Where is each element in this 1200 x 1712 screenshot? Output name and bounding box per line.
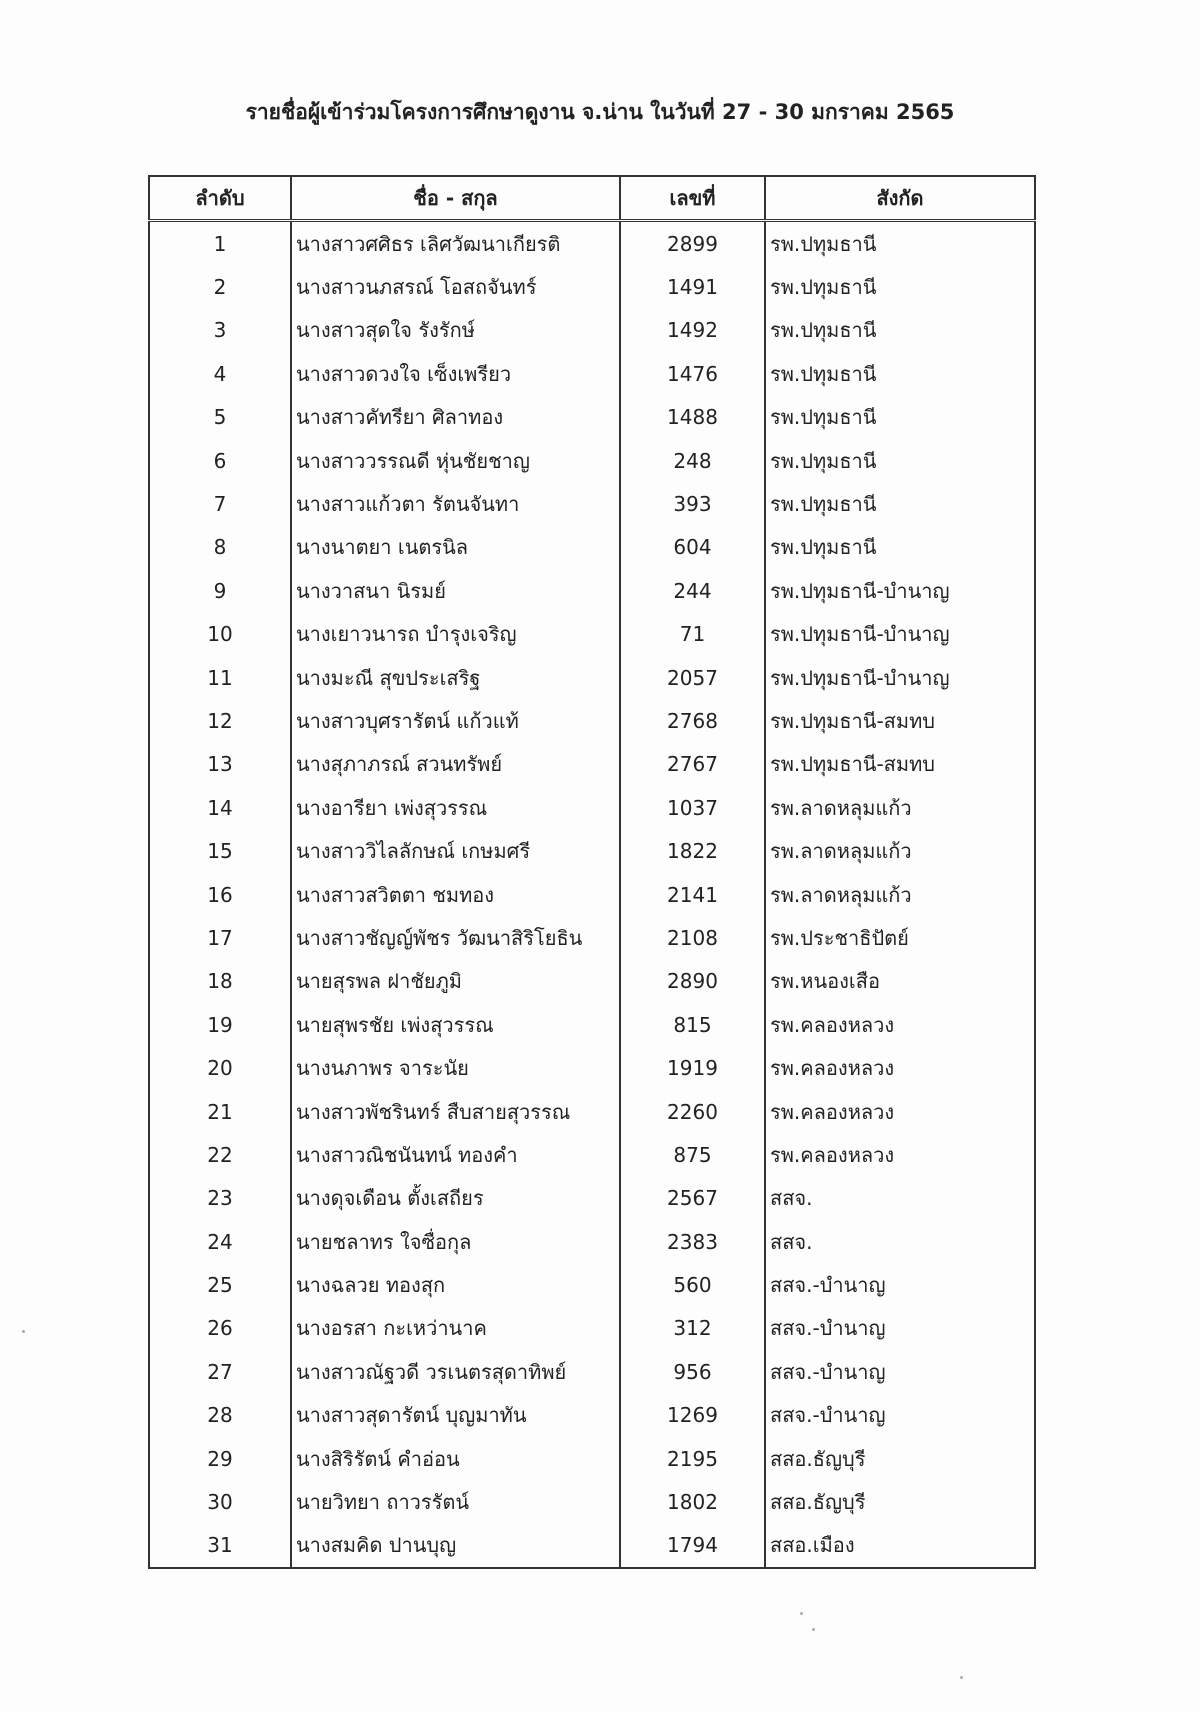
row-member-number: 1037 <box>620 786 765 829</box>
row-member-number: 1476 <box>620 352 765 395</box>
table-row <box>149 482 1035 525</box>
row-number: 2 <box>149 265 291 308</box>
scan-speck <box>800 1612 803 1615</box>
table-row <box>149 786 1035 829</box>
table-row <box>149 526 1035 569</box>
row-member-number: 248 <box>620 439 765 482</box>
row-number: 22 <box>149 1133 291 1176</box>
row-affiliation: รพ.ปทุมธานี-บำนาญ <box>765 569 1035 612</box>
table-row <box>149 1524 1035 1568</box>
row-name: นางนภาพร จาระนัย <box>291 1046 620 1089</box>
row-name: นางสาวดวงใจ เซ็งเพรียว <box>291 352 620 395</box>
row-member-number: 1822 <box>620 829 765 872</box>
row-number: 7 <box>149 482 291 525</box>
row-member-number: 2890 <box>620 960 765 1003</box>
row-number: 14 <box>149 786 291 829</box>
table-row <box>149 1177 1035 1220</box>
table-header-row <box>149 176 1035 221</box>
row-member-number: 1488 <box>620 396 765 439</box>
row-name: นางสาวบุศรารัตน์ แก้วแท้ <box>291 699 620 742</box>
row-affiliation: รพ.ปทุมธานี <box>765 309 1035 352</box>
row-number: 25 <box>149 1263 291 1306</box>
row-member-number: 2141 <box>620 873 765 916</box>
table-row <box>149 1350 1035 1393</box>
row-number: 23 <box>149 1177 291 1220</box>
row-affiliation: รพ.คลองหลวง <box>765 1003 1035 1046</box>
row-affiliation: สสจ. <box>765 1220 1035 1263</box>
row-affiliation: รพ.ปทุมธานี-บำนาญ <box>765 656 1035 699</box>
row-affiliation: รพ.ปทุมธานี <box>765 482 1035 525</box>
table-row <box>149 613 1035 656</box>
row-name: นางดุจเดือน ตั้งเสถียร <box>291 1177 620 1220</box>
row-number: 27 <box>149 1350 291 1393</box>
row-name: นางสมคิด ปานบุญ <box>291 1524 620 1568</box>
row-number: 1 <box>149 221 291 266</box>
row-number: 8 <box>149 526 291 569</box>
row-number: 26 <box>149 1307 291 1350</box>
row-number: 30 <box>149 1480 291 1523</box>
row-number: 28 <box>149 1394 291 1437</box>
row-member-number: 1802 <box>620 1480 765 1523</box>
row-number: 18 <box>149 960 291 1003</box>
row-number: 17 <box>149 916 291 959</box>
row-affiliation: สสจ. <box>765 1177 1035 1220</box>
table-row <box>149 699 1035 742</box>
row-member-number: 815 <box>620 1003 765 1046</box>
row-name: นายวิทยา ถาวรรัตน์ <box>291 1480 620 1523</box>
row-name: นางเยาวนารถ บำรุงเจริญ <box>291 613 620 656</box>
row-name: นางอรสา กะเหว่านาค <box>291 1307 620 1350</box>
table-body <box>149 221 1035 1569</box>
row-name: นางวาสนา นิรมย์ <box>291 569 620 612</box>
row-name: นายชลาทร ใจซื่อกุล <box>291 1220 620 1263</box>
row-name: นางสาวคัทรียา ศิลาทอง <box>291 396 620 439</box>
row-name: นางสาววรรณดี หุ่นชัยชาญ <box>291 439 620 482</box>
row-number: 12 <box>149 699 291 742</box>
row-name: นายสุรพล ฝาชัยภูมิ <box>291 960 620 1003</box>
table-row <box>149 1263 1035 1306</box>
table-row <box>149 656 1035 699</box>
table-row <box>149 265 1035 308</box>
row-affiliation: รพ.ปทุมธานี-สมทบ <box>765 743 1035 786</box>
header-no: ลำดับ <box>149 176 291 221</box>
table-row <box>149 916 1035 959</box>
row-number: 11 <box>149 656 291 699</box>
row-number: 16 <box>149 873 291 916</box>
scan-speck <box>22 1330 25 1333</box>
row-affiliation: สสจ.-บำนาญ <box>765 1350 1035 1393</box>
row-number: 9 <box>149 569 291 612</box>
row-member-number: 1794 <box>620 1524 765 1568</box>
row-name: นางสาวสวิตตา ชมทอง <box>291 873 620 916</box>
row-name: นางสาวสุดใจ รังรักษ์ <box>291 309 620 352</box>
row-affiliation: รพ.ปทุมธานี-สมทบ <box>765 699 1035 742</box>
row-member-number: 312 <box>620 1307 765 1350</box>
header-affiliation: สังกัด <box>765 176 1035 221</box>
row-member-number: 393 <box>620 482 765 525</box>
row-member-number: 2260 <box>620 1090 765 1133</box>
row-affiliation: รพ.ปทุมธานี <box>765 439 1035 482</box>
row-name: นางสาวแก้วตา รัตนจันทา <box>291 482 620 525</box>
row-affiliation: รพ.ปทุมธานี-บำนาญ <box>765 613 1035 656</box>
row-affiliation: สสอ.เมือง <box>765 1524 1035 1568</box>
row-name: นางมะณี สุขประเสริฐ <box>291 656 620 699</box>
row-member-number: 604 <box>620 526 765 569</box>
row-member-number: 2567 <box>620 1177 765 1220</box>
table-row <box>149 960 1035 1003</box>
table-row <box>149 1046 1035 1089</box>
table-row <box>149 1133 1035 1176</box>
row-affiliation: รพ.ลาดหลุมแก้ว <box>765 829 1035 872</box>
row-name: นางสาวพัชรินทร์ สืบสายสุวรรณ <box>291 1090 620 1133</box>
row-member-number: 71 <box>620 613 765 656</box>
row-affiliation: รพ.ปทุมธานี <box>765 352 1035 395</box>
row-member-number: 956 <box>620 1350 765 1393</box>
row-number: 13 <box>149 743 291 786</box>
row-affiliation: สสอ.ธัญบุรี <box>765 1437 1035 1480</box>
row-number: 4 <box>149 352 291 395</box>
row-number: 5 <box>149 396 291 439</box>
row-number: 31 <box>149 1524 291 1568</box>
row-name: นางสุภาภรณ์ สวนทรัพย์ <box>291 743 620 786</box>
table-row <box>149 1003 1035 1046</box>
row-number: 29 <box>149 1437 291 1480</box>
row-member-number: 1919 <box>620 1046 765 1089</box>
row-name: นางฉลวย ทองสุก <box>291 1263 620 1306</box>
row-affiliation: รพ.ลาดหลุมแก้ว <box>765 786 1035 829</box>
row-name: นางสาวณิชนันทน์ ทองคำ <box>291 1133 620 1176</box>
table-row <box>149 743 1035 786</box>
row-member-number: 1492 <box>620 309 765 352</box>
row-name: นางนาตยา เนตรนิล <box>291 526 620 569</box>
row-name: นางสิริรัตน์ คำอ่อน <box>291 1437 620 1480</box>
row-affiliation: สสจ.-บำนาญ <box>765 1263 1035 1306</box>
row-member-number: 1269 <box>620 1394 765 1437</box>
row-member-number: 2108 <box>620 916 765 959</box>
row-affiliation: รพ.หนองเสือ <box>765 960 1035 1003</box>
row-number: 3 <box>149 309 291 352</box>
row-name: นายสุพรชัย เพ่งสุวรรณ <box>291 1003 620 1046</box>
table-row <box>149 1220 1035 1263</box>
row-name: นางสาวชัญญ์พัชร วัฒนาสิริโยธิน <box>291 916 620 959</box>
row-affiliation: รพ.ปทุมธานี <box>765 221 1035 266</box>
document-title: รายชื่อผู้เข้าร่วมโครงการศึกษาดูงาน จ.น่าน ในวันที่ 27 - 30 มกราคม 2565 <box>245 100 955 124</box>
table-row <box>149 439 1035 482</box>
table-row <box>149 873 1035 916</box>
row-affiliation: รพ.คลองหลวง <box>765 1133 1035 1176</box>
row-number: 10 <box>149 613 291 656</box>
row-member-number: 875 <box>620 1133 765 1176</box>
row-affiliation: รพ.คลองหลวง <box>765 1046 1035 1089</box>
header-name: ชื่อ - สกุล <box>291 176 620 221</box>
table-row <box>149 569 1035 612</box>
table-row <box>149 1307 1035 1350</box>
row-number: 15 <box>149 829 291 872</box>
row-number: 20 <box>149 1046 291 1089</box>
row-number: 6 <box>149 439 291 482</box>
scan-speck <box>812 1628 815 1631</box>
row-name: นางสาววิไลลักษณ์ เกษมศรี <box>291 829 620 872</box>
row-member-number: 1491 <box>620 265 765 308</box>
table-row <box>149 1394 1035 1437</box>
row-affiliation: รพ.ปทุมธานี <box>765 265 1035 308</box>
row-affiliation: รพ.ปทุมธานี <box>765 526 1035 569</box>
table-row <box>149 396 1035 439</box>
row-affiliation: รพ.ลาดหลุมแก้ว <box>765 873 1035 916</box>
row-number: 24 <box>149 1220 291 1263</box>
table-row <box>149 1437 1035 1480</box>
participant-table <box>148 175 1036 1569</box>
row-member-number: 244 <box>620 569 765 612</box>
header-number: เลขที่ <box>620 176 765 221</box>
row-affiliation: รพ.ประชาธิปัตย์ <box>765 916 1035 959</box>
row-name: นางสาวศศิธร เลิศวัฒนาเกียรติ <box>291 221 620 266</box>
table-row <box>149 1090 1035 1133</box>
row-number: 19 <box>149 1003 291 1046</box>
row-member-number: 2768 <box>620 699 765 742</box>
table-row <box>149 309 1035 352</box>
row-affiliation: รพ.ปทุมธานี <box>765 396 1035 439</box>
row-name: นางสาวนภสรณ์ โอสถจันทร์ <box>291 265 620 308</box>
table-row <box>149 352 1035 395</box>
table-row <box>149 1480 1035 1523</box>
row-number: 21 <box>149 1090 291 1133</box>
row-member-number: 2767 <box>620 743 765 786</box>
table-row <box>149 829 1035 872</box>
table-row <box>149 221 1035 266</box>
scan-speck <box>960 1676 963 1679</box>
row-name: นางสาวสุดารัตน์ บุญมาทัน <box>291 1394 620 1437</box>
row-member-number: 2383 <box>620 1220 765 1263</box>
row-name: นางสาวณัฐวดี วรเนตรสุดาทิพย์ <box>291 1350 620 1393</box>
row-member-number: 560 <box>620 1263 765 1306</box>
row-member-number: 2899 <box>620 221 765 266</box>
row-affiliation: สสจ.-บำนาญ <box>765 1394 1035 1437</box>
row-affiliation: สสอ.ธัญบุรี <box>765 1480 1035 1523</box>
row-member-number: 2057 <box>620 656 765 699</box>
row-member-number: 2195 <box>620 1437 765 1480</box>
row-affiliation: สสจ.-บำนาญ <box>765 1307 1035 1350</box>
row-name: นางอารียา เพ่งสุวรรณ <box>291 786 620 829</box>
row-affiliation: รพ.คลองหลวง <box>765 1090 1035 1133</box>
